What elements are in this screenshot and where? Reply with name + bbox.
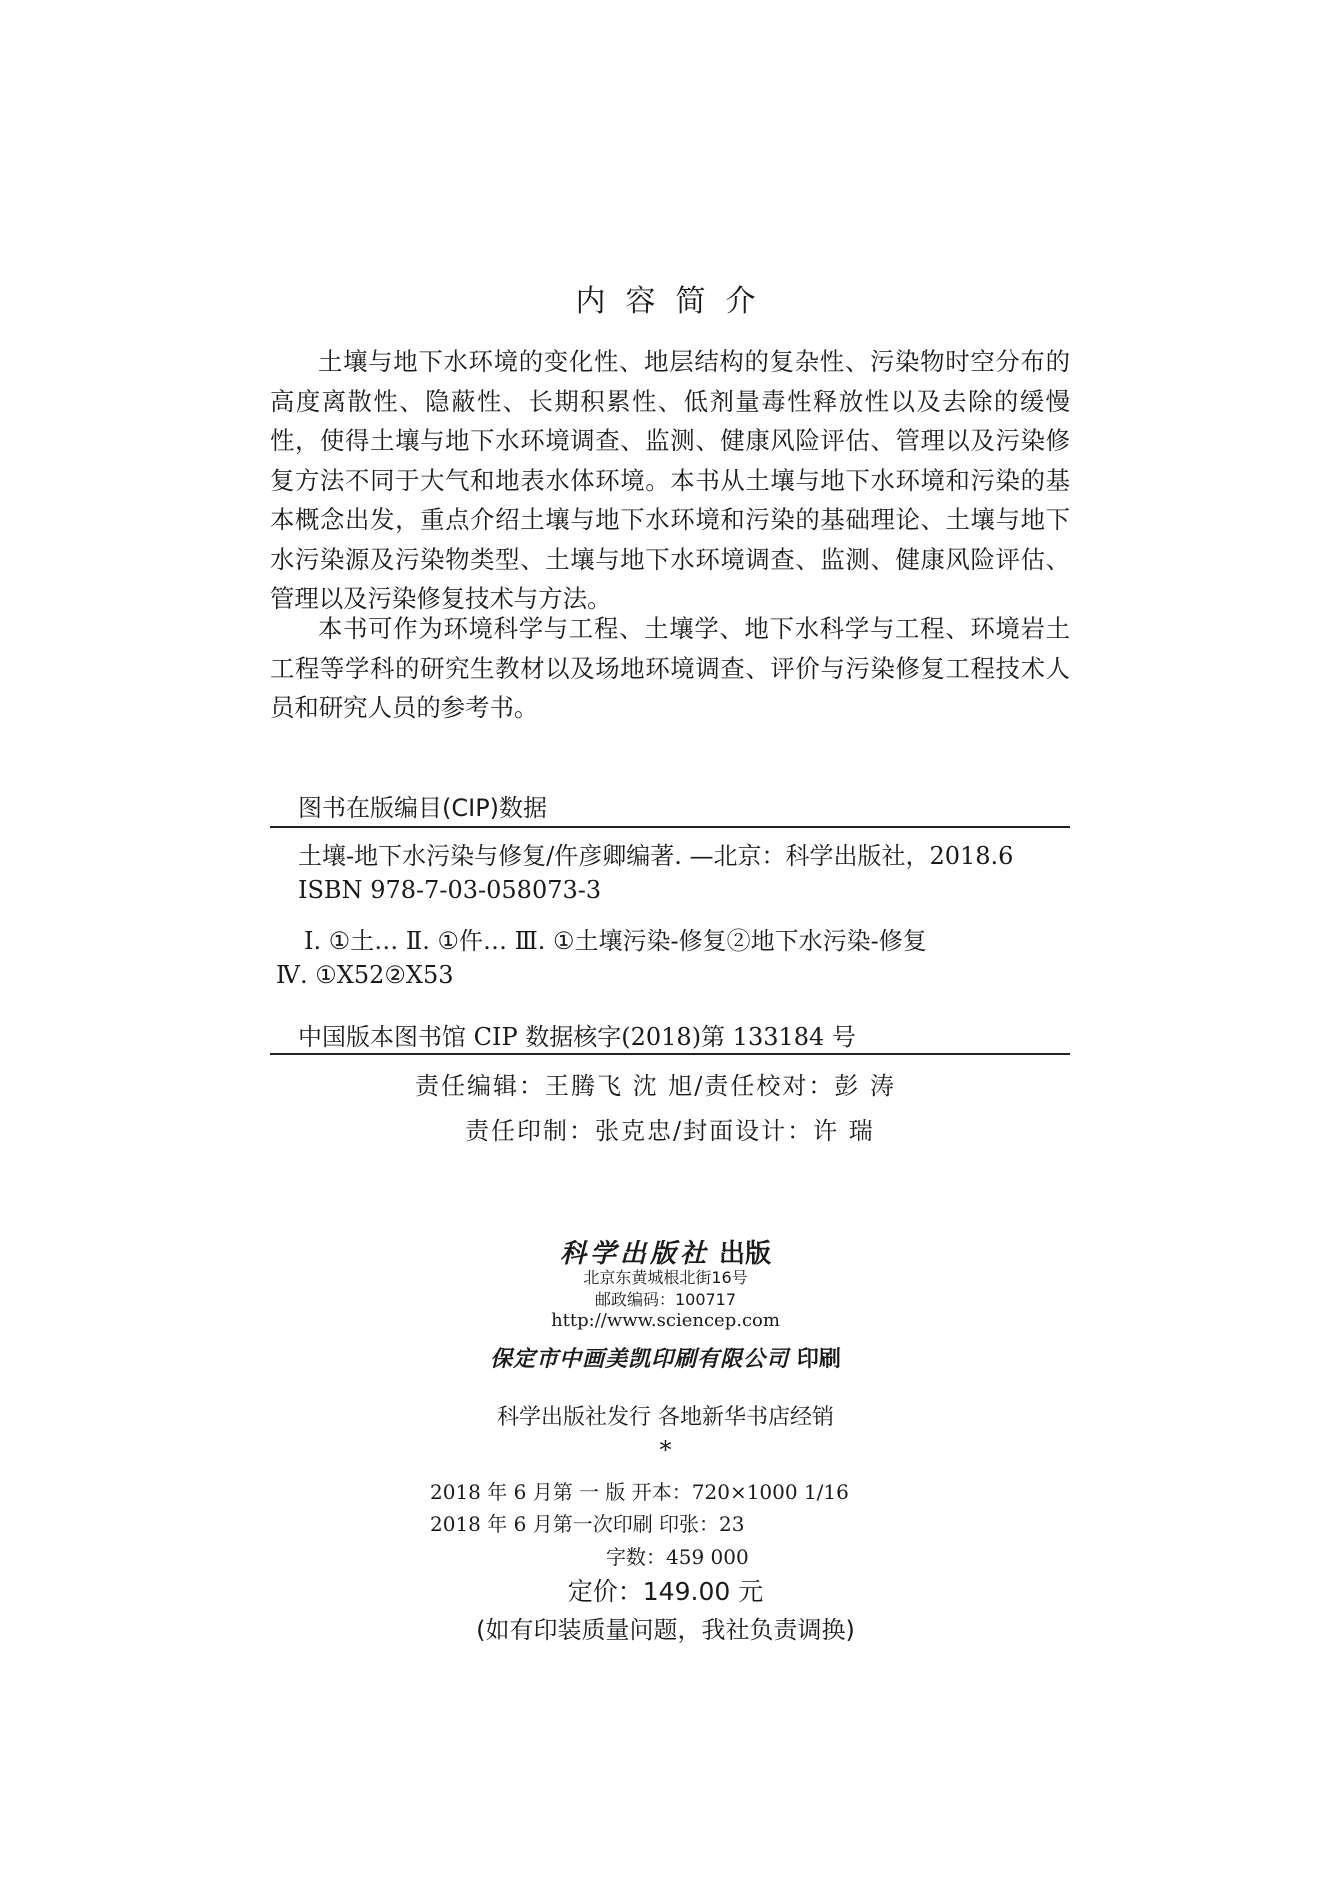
publisher-postcode: 邮政编码：100717 [594,1290,737,1309]
printer-suffix: 印刷 [796,1346,841,1372]
distribution-line: 科学出版社发行 各地新华书店经销 [497,1405,834,1430]
cip-top-rule [270,826,1070,828]
publisher-address: 北京东黄城根北街16号 [583,1268,748,1287]
cip-record-number: 中国版本图书馆 CIP 数据核字(2018)第 133184 号 [298,1023,856,1051]
summary-text-1: 土壤与地下水环境的变化性、地层结构的复杂性、污染物时空分布的高度离散性、隐蔽性、长期积累性、低剂量毒性释放性以及去除的缓慢性，使得土壤与地下水环境调查、监测、健康风险评估、管理以及污染修复方法不同于大气和地表水体环境。本书从土壤与地下水环境和污染的基本概念出发，重点介绍土壤与地下水环境和污染的基础理论、土壤与地下水污染源及污染物类型、土壤与地下水环境调查、监测、健康风险评估、管理以及污染修复技术与方法。 [270,347,1070,613]
printer-line [0,1342,1331,1373]
cip-classification-2: Ⅳ. ①X52②X53 [276,961,454,989]
cip-isbn: ISBN 978-7-03-058073-3 [298,876,602,904]
price: 定价：149.00 元 [567,1577,764,1606]
separator-asterisk: * [659,1436,672,1464]
summary-paragraph-2 [270,609,1070,728]
publisher-suffix: 出版 [719,1239,772,1269]
cip-bottom-rule [270,1053,1070,1055]
cip-heading: 图书在版编目(CIP)数据 [298,794,548,822]
summary-title: 内容简介 [575,284,776,319]
edition-line-1: 2018 年 6 月第 一 版 开本：720×1000 1/16 [430,1480,849,1504]
summary-paragraph-1 [270,342,1070,619]
word-count: 字数：459 000 [606,1545,749,1569]
edition-line-2: 2018 年 6 月第一次印刷 印张：23 [430,1512,745,1536]
staff-editors: 责任编辑：王腾飞 沈 旭/责任校对：彭 涛 [415,1072,896,1100]
cip-bibliographic-line: 土壤-地下水污染与修复/仵彦卿编著. —北京：科学出版社，2018.6 [298,842,1014,870]
publisher-name: 科学出版社 [559,1239,710,1269]
staff-production: 责任印制：张克忠/封面设计：许 瑞 [465,1117,875,1145]
cip-classification-1: Ⅰ. ①土… Ⅱ. ①仵… Ⅲ. ①土壤污染-修复②地下水污染-修复 [304,927,927,955]
printer-name: 保定市中画美凯印刷有限公司 [490,1346,790,1372]
publisher-url: http://www.sciencep.com [551,1310,780,1331]
summary-text-2: 本书可作为环境科学与工程、土壤学、地下水科学与工程、环境岩土工程等学科的研究生教材以及场地环境调查、评价与污染修复工程技术人员和研究人员的参考书。 [270,614,1070,722]
quality-note: (如有印装质量问题，我社负责调换) [476,1616,855,1644]
